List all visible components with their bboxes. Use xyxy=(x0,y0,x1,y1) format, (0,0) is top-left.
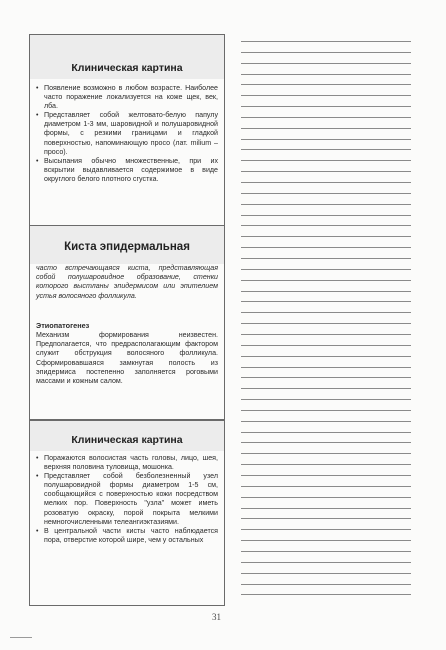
note-line xyxy=(241,117,411,118)
note-line xyxy=(241,74,411,75)
note-line xyxy=(241,453,411,454)
list-item: • Поражаются волосистая часть головы, лицо, шея, верхняя половина туловища, мошонка. xyxy=(36,454,218,472)
note-line xyxy=(241,410,411,411)
note-line xyxy=(241,301,411,302)
note-line xyxy=(241,225,411,226)
note-line xyxy=(241,345,411,346)
note-line xyxy=(241,432,411,433)
bullet-list xyxy=(36,84,218,184)
list-item: • Представляет собой безболезненный узел полушаровидной формы диаметром 1-5 см, сообщающийся с поверхностью кожи посредством мелких пор. Поверхность "узла" может иметь розоватую окраску, порой покрыта мелкими немногочисленными телеангиэктазиями. xyxy=(36,472,218,527)
note-line xyxy=(241,399,411,400)
note-line xyxy=(241,95,411,96)
note-line xyxy=(241,269,411,270)
note-line xyxy=(241,551,411,552)
footer-mark xyxy=(10,637,32,638)
note-line xyxy=(241,421,411,422)
note-line xyxy=(241,529,411,530)
note-line xyxy=(241,215,411,216)
epidermal-cyst-box xyxy=(29,225,225,420)
note-line xyxy=(241,63,411,64)
note-line xyxy=(241,139,411,140)
note-line xyxy=(241,508,411,509)
clinical-picture-box-2 xyxy=(29,420,225,606)
note-line xyxy=(241,204,411,205)
note-line xyxy=(241,518,411,519)
note-line xyxy=(241,312,411,313)
note-line xyxy=(241,594,411,595)
note-line xyxy=(241,388,411,389)
paragraph: Механизм формирования неизвестен. Предполагается, что предрасполагающим фактором служит обструкция волосяного фолликула. Сформировавшаяся замкнутая полость из эпидермиса постепенно заполняется роговыми массами и кожным салом. xyxy=(36,331,218,386)
page-number: 31 xyxy=(212,612,221,622)
definition-text: часто встречающаяся киста, представляющая собой полушаровидное образование, стенки которого выстланы эпидермисом или эпителием устья волосяного фолликула. xyxy=(36,264,218,300)
note-line xyxy=(241,334,411,335)
section-heading: Киста эпидермальная xyxy=(64,241,190,253)
note-line xyxy=(241,149,411,150)
note-line xyxy=(241,475,411,476)
note-line xyxy=(241,442,411,443)
list-item: • В центральной части кисты часто наблюдается пора, отверстие которой шире, чем у остальных xyxy=(36,527,218,545)
note-line xyxy=(241,540,411,541)
list-item: • Высыпания обычно множественные, при их вскрытии выдавливается содержимое в виде округлого белого плотного сгустка. xyxy=(36,157,218,184)
note-line xyxy=(241,84,411,85)
note-line xyxy=(241,280,411,281)
note-line xyxy=(241,323,411,324)
list-item: • Представляет собой желтовато-белую папулу диаметром 1-3 мм, шаровидной и полушаровидной формы, с резкими границами и гладкой поверхностью, напоминающую просо (лат. milium – просо). xyxy=(36,111,218,156)
note-line xyxy=(241,584,411,585)
bullet-list xyxy=(36,454,218,545)
note-line xyxy=(241,367,411,368)
subheading: Этиопатогенез xyxy=(36,321,90,330)
note-line xyxy=(241,236,411,237)
note-line xyxy=(241,291,411,292)
note-line xyxy=(241,247,411,248)
note-line xyxy=(241,171,411,172)
section-heading: Клиническая картина xyxy=(71,62,183,74)
list-item: • Появление возможно в любом возрасте. Наиболее часто поражение локализуется на коже щек, век, лба. xyxy=(36,84,218,111)
note-line xyxy=(241,464,411,465)
note-line xyxy=(241,128,411,129)
note-line xyxy=(241,573,411,574)
note-line xyxy=(241,52,411,53)
note-line xyxy=(241,377,411,378)
note-line xyxy=(241,356,411,357)
note-line xyxy=(241,562,411,563)
note-line xyxy=(241,41,411,42)
note-line xyxy=(241,497,411,498)
note-line xyxy=(241,160,411,161)
section-heading: Клиническая картина xyxy=(71,434,183,446)
note-line xyxy=(241,258,411,259)
note-line xyxy=(241,486,411,487)
note-line xyxy=(241,193,411,194)
note-line xyxy=(241,182,411,183)
clinical-picture-box-1 xyxy=(29,34,225,227)
note-line xyxy=(241,106,411,107)
